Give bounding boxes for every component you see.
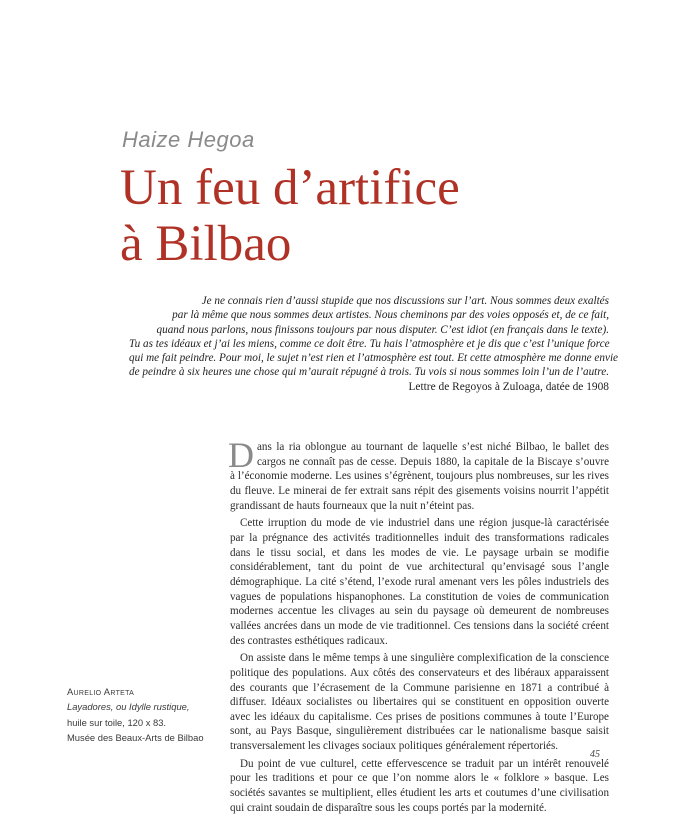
epigraph-source: Lettre de Regoyos à Zuloaga, datée de 1908 [408, 380, 609, 393]
epigraph-line: Je ne connais rien d’aussi stupide que nos discussions sur l’art. Nous sommes deux exaltés [201, 295, 609, 307]
caption-museum: Musée des Beaux-Arts de Bilbao [67, 731, 204, 743]
page-number: 45 [590, 749, 600, 760]
caption-medium: huile sur toile, 120 x 83. [67, 716, 167, 728]
title-line-1: Un feu d’artifice [120, 160, 460, 216]
epigraph-line: par là même que nous sommes deux artistes. Nous cheminons par des voies opposés et, de ce fait, [172, 309, 609, 322]
epigraph-line: qui me fait peindre. Pour moi, le sujet n’est rien et l’atmosphère est tout. Et cette atmosphère me donne envie [129, 352, 619, 365]
caption-work-title: Layadores, ou Idylle rustique, [67, 701, 190, 713]
body-paragraph [228, 435, 609, 513]
article-body [228, 435, 609, 818]
article-title [120, 160, 460, 272]
author-name: Haize Hegoa [122, 127, 255, 152]
image-caption [67, 684, 217, 745]
caption-artist: Aurelio Arteta [67, 686, 135, 697]
title-line-2: à Bilbao [120, 216, 292, 272]
paragraph-text: ans la ria oblongue au tournant de laquelle s’est niché Bilbao, le ballet des cargos ne connaît pas de cesse. Depuis 1880, la capitale de la Biscaye s’ouvre à l’économie moderne. Les usines s’égrènent, toujours plus nombreuses, sur les rives du fleuve. Le minerai de fer extrait sans répit des gisements voisins nourrit l’appétit grandissant de hauts fourneaux que la nuit n’éteint pas. [230, 441, 609, 512]
body-paragraph: Cette irruption du mode de vie industriel dans une région jusque-là caractérisée par la prégnance des activités traditionnelles induit des transformations radicales dans le tissu social, et dans les modes de vie. Le paysage urbain se modifie considérablement, tant du point de vue architectural qu’envisagé sous l’angle démographique. La cité s’étend, l’exode rural amenant vers les pôles industriels des vagues de populations hispanophones. La constitution de voies de communication modernes accentue les clivages au sein du paysage où demeurent de nombreuses vallées ancrées dans un mode de vie traditionnel. Ces tensions dans la société créent des contrastes esthétiques radicaux. [230, 517, 609, 647]
body-paragraph: Du point de vue culturel, cette effervescence se traduit par un intérêt renouvelé pour les traditions et pour ce que l’on nomme alors le « folklore » basque. Les sociétés savantes se multiplient, elles étudient les arts et coutumes d’une civilisation qui craint soudain de disparaître sous les coups portés par la modernité. [230, 757, 609, 814]
epigraph-line: de peindre à six heures une chose qui m’aurait répugné à trois. Tu vois si nous sommes loin l’un de l’autre. [129, 366, 609, 379]
epigraph-line: quand nous parlons, nous finissons toujours par nous disputer. C’est idiot (en français dans le texte). [156, 323, 609, 336]
body-paragraph: On assiste dans le même temps à une singulière complexification de la conscience politique des populations. Aux côtés des conservateurs et des libéraux apparaissent des courants que l’écrasement de la Commune parisienne en 1871 a contribué à diffuser. Idéaux socialistes ou libertaires qui se constituent en opposition ouverte avec les idéaux du capitalisme. Ces prises de positions communes à toute l’Europe sont, au Pays Basque, singulièrement distribuées car le nationalisme basque saisit transversalement les clivages sociaux politiques généralement répertoriés. [230, 652, 609, 753]
epigraph-line: Tu as tes idéaux et j’ai les miens, comme ce doit être. Tu hais l’atmosphère et je dis que c’est l’unique force [129, 337, 610, 350]
epigraph-quote [129, 294, 619, 394]
drop-cap: D [228, 435, 254, 475]
